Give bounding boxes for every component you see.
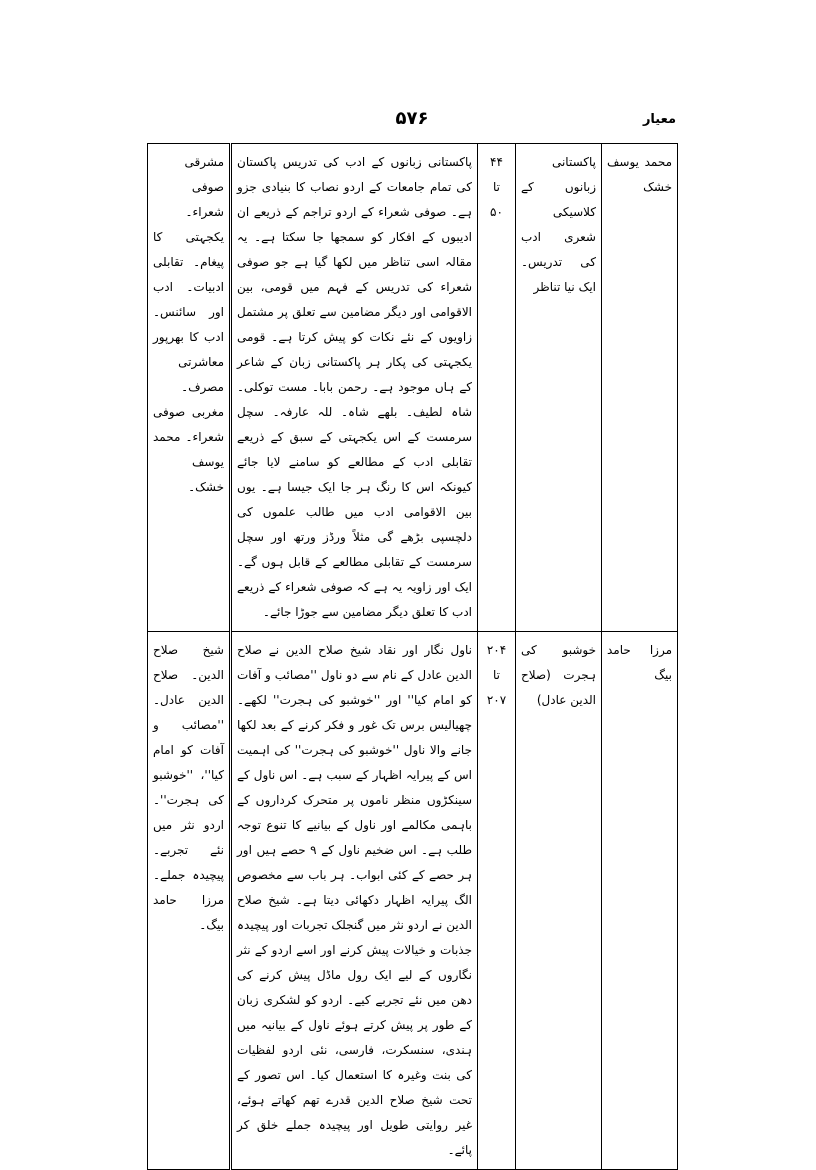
page-range-word: تا	[493, 668, 500, 682]
researcher-cell: محمد یوسف خشک	[602, 144, 678, 632]
page-number: ۵۷۶	[395, 108, 429, 129]
page-end: ۲۰۷	[486, 693, 507, 707]
keywords-cell: مشرقی صوفی شعراء۔ یکجہتی کا پیغام۔ تقابلی ادبیات۔ ادب اور سائنس۔ ادب کا بھرپور معاشرتی مصرف۔ مغربی صوفی شعراء۔ محمد یوسف خشک۔	[148, 144, 231, 632]
keywords-cell: شیخ صلاح الدین۔ صلاح الدین عادل۔ ''مصائب و آفات کو امام کیا''، ''خوشبو کی ہجرت''۔ اردو نثر میں نئے تجربے۔ پیچیدہ جملے۔ مرزا حامد بیگ۔	[148, 632, 231, 1170]
table-row	[148, 144, 678, 632]
summary-cell: ناول نگار اور نقاد شیخ صلاح الدین نے صلاح الدین عادل کے نام سے دو ناول ''مصائب و آفات کو امام کیا'' اور ''خوشبو کی ہجرت'' لکھے۔ چھیالیس برس تک غور و فکر کرنے کے بعد لکھا جانے والا ناول ''خوشبو کی ہجرت'' کی اہمیت اس کے پیرایہ اظہار کے سبب ہے۔ اس ناول کے سینکڑوں منظر ناموں پر متحرک کرداروں کے باہمی مکالمے اور ناول کے بیانیے کا تنوع توجہ طلب ہے۔ اس ضخیم ناول کے ۹ حصے ہیں اور ہر حصے کے کئی ابواب۔ ہر باب سے مخصوص الگ پیرایہ اظہار دکھائی دیتا ہے۔ شیخ صلاح الدین نے اردو نثر میں گنجلک تجربات اور پیچیدہ جذبات و خیالات پیش کرنے اور اسے اردو کے نثر نگاروں کے لیے ایک رول ماڈل پیش کرنے کی دھن میں نئے تجربے کیے۔ اردو کو لشکری زبان کے طور پر پیش کرتے ہوئے ناول کے بیانیہ میں ہندی، سنسکرت، فارسی، نئی اردو لفظیات کی بنت وغیرہ کا استعمال کیا۔ اس تصور کے تحت شیخ صلاح الدین قدرے تھم کھاتے ہوئے، غیر روایتی طویل اور پیچیدہ جملے خلق کر پائے۔	[231, 632, 478, 1170]
summary-cell: پاکستانی زبانوں کے ادب کی تدریس پاکستان کی تمام جامعات کے اردو نصاب کا بنیادی جزو ہے۔ صوفی شعراء کے اردو تراجم کے ذریعے ان ادیبوں کے افکار کو سمجھا جا سکتا ہے۔ یہ مقالہ اسی تناظر میں لکھا گیا ہے جو صوفی شعراء کی تدریس کے فہم میں قومی، بین الاقوامی اور دیگر مضامین سے تعلق پر مشتمل زاویوں کے نئے نکات کو پیش کرتا ہے۔ قومی یکجہتی کی پکار ہر پاکستانی زبان کے شاعر کے ہاں موجود ہے۔ رحمن بابا۔ مست توکلی۔ شاہ لطیف۔ بلھے شاہ۔ للہ عارفہ۔ سچل سرمست کے اس یکجہتی کے سبق کے ذریعے تقابلی ادب کے مطالعے کو سامنے لایا جائے کیونکہ اس کا رنگ ہر جا ایک جیسا ہے۔ یوں بین الاقوامی ادب میں طالب علموں کی دلچسپی بڑھے گی مثلاً ورڈز ورتھ اور سچل سرمست کے تقابلی مطالعے کے قابل ہوں گے۔ ایک اور زاویہ یہ ہے کہ صوفی شعراء کے ذریعے ادب کا تعلق دیگر مضامین سے جوڑا جائے۔	[231, 144, 478, 632]
journal-name: معیار	[642, 112, 676, 127]
page-header	[148, 108, 676, 138]
page-end: ۵۰	[490, 205, 503, 219]
title-cell: خوشبو کی ہجرت (صلاح الدین عادل)	[516, 632, 602, 1170]
page-start: ۴۴	[490, 155, 503, 169]
title-cell: پاکستانی زبانوں کے کلاسیکی شعری ادب کی تدریس۔ ایک نیا تناظر	[516, 144, 602, 632]
pages-cell	[478, 632, 516, 1170]
table-row	[148, 632, 678, 1170]
page-range-word: تا	[493, 180, 500, 194]
pages-cell	[478, 144, 516, 632]
researcher-cell: مرزا حامد بیگ	[602, 632, 678, 1170]
article-table	[147, 143, 678, 1170]
page-start: ۲۰۴	[486, 643, 507, 657]
